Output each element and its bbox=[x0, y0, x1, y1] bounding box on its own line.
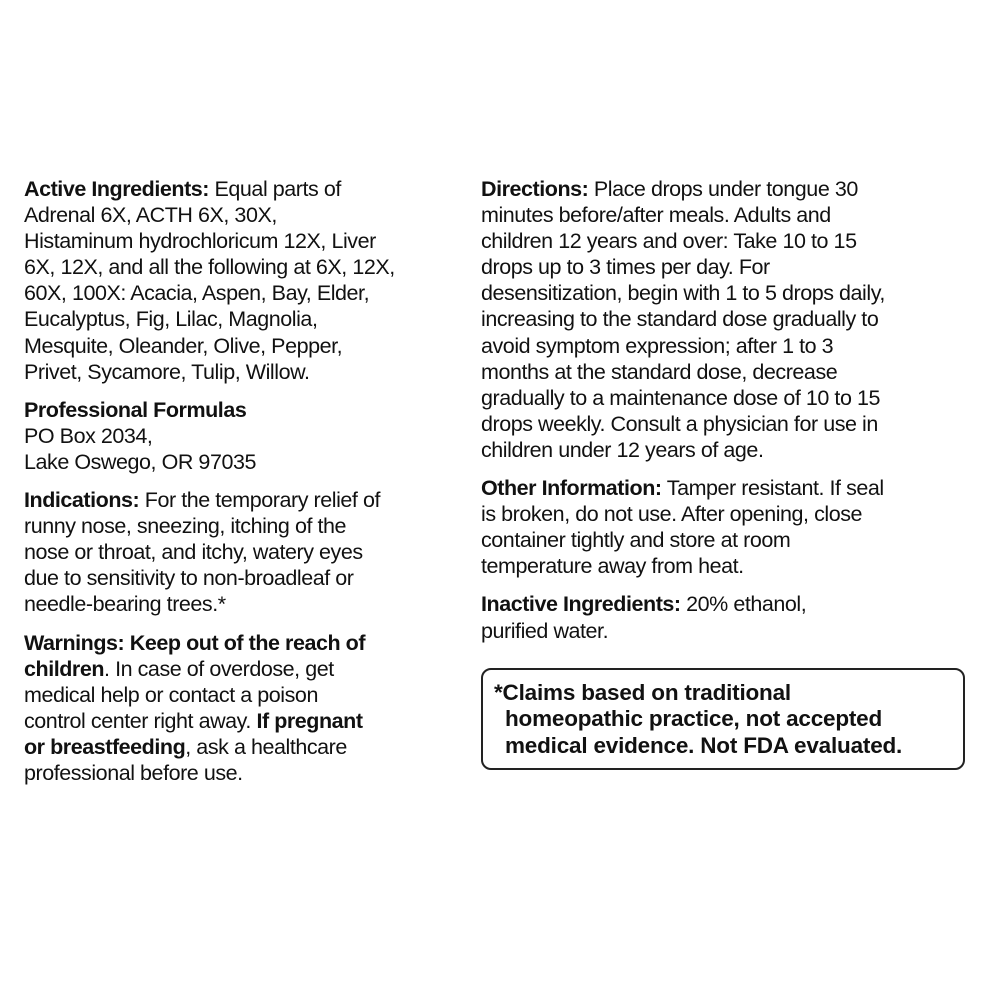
other-information-text: container tightly and store at room bbox=[481, 528, 791, 553]
directions-text: children under 12 years of age. bbox=[481, 437, 764, 462]
warnings-bold-text: children bbox=[24, 656, 105, 681]
other-information-label: Other Information: bbox=[481, 476, 662, 501]
directions-text: minutes before/after meals. Adults and bbox=[481, 203, 831, 228]
inactive-ingredients-text: 20% ethanol, bbox=[686, 592, 807, 617]
indications-section bbox=[24, 487, 454, 617]
company-address-line1: PO Box 2034, bbox=[24, 423, 153, 448]
warnings-bold-text: or breastfeeding bbox=[24, 734, 186, 759]
warnings-text: . In case of overdose, get bbox=[104, 656, 334, 681]
claims-text: *Claims based on traditional bbox=[494, 679, 791, 705]
active-ingredients-label: Active Ingredients: bbox=[24, 177, 209, 201]
active-ingredients-text: Privet, Sycamore, Tulip, Willow. bbox=[24, 359, 310, 384]
active-ingredients-text: Equal parts of bbox=[214, 177, 341, 201]
right-column bbox=[481, 176, 971, 770]
warnings-text: control center right away. bbox=[24, 708, 251, 733]
directions-section bbox=[481, 176, 971, 463]
directions-text: avoid symptom expression; after 1 to 3 bbox=[481, 333, 834, 358]
inactive-ingredients-label: Inactive Ingredients: bbox=[481, 592, 681, 617]
indications-text: needle-bearing trees.* bbox=[24, 592, 226, 617]
other-information-section bbox=[481, 475, 971, 579]
directions-text: increasing to the standard dose gradually to bbox=[481, 307, 879, 332]
warnings-text: , ask a healthcare bbox=[185, 734, 347, 759]
directions-text: Place drops under tongue 30 bbox=[593, 177, 858, 201]
active-ingredients-text: 6X, 12X, and all the following at 6X, 12X, bbox=[24, 255, 395, 280]
active-ingredients-section bbox=[24, 176, 454, 385]
other-information-text: Tamper resistant. If seal bbox=[666, 476, 884, 501]
directions-text: drops up to 3 times per day. For bbox=[481, 255, 770, 280]
company-address-line2: Lake Oswego, OR 97035 bbox=[24, 449, 256, 474]
other-information-text: is broken, do not use. After opening, close bbox=[481, 502, 863, 527]
claims-disclaimer-box bbox=[481, 668, 965, 771]
directions-text: desensitization, begin with 1 to 5 drops daily, bbox=[481, 281, 885, 306]
directions-text: drops weekly. Consult a physician for use in bbox=[481, 411, 878, 436]
left-column bbox=[24, 176, 454, 798]
warnings-text: professional before use. bbox=[24, 760, 243, 785]
directions-text: children 12 years and over: Take 10 to 15 bbox=[481, 229, 857, 254]
active-ingredients-text: Eucalyptus, Fig, Lilac, Magnolia, bbox=[24, 307, 318, 332]
directions-text: gradually to a maintenance dose of 10 to 15 bbox=[481, 385, 880, 410]
active-ingredients-text: Adrenal 6X, ACTH 6X, 30X, bbox=[24, 203, 277, 228]
warnings-text: medical help or contact a poison bbox=[24, 682, 318, 707]
directions-text: months at the standard dose, decrease bbox=[481, 359, 838, 384]
indications-text: due to sensitivity to non-broadleaf or bbox=[24, 566, 354, 591]
warnings-label: Warnings: bbox=[24, 630, 125, 655]
claims-text: homeopathic practice, not accepted bbox=[505, 706, 883, 732]
indications-label: Indications: bbox=[24, 488, 140, 513]
claims-text: medical evidence. Not FDA evaluated. bbox=[505, 732, 903, 758]
active-ingredients-text: 60X, 100X: Acacia, Aspen, Bay, Elder, bbox=[24, 281, 370, 306]
indications-text: runny nose, sneezing, itching of the bbox=[24, 514, 347, 539]
active-ingredients-text: Histaminum hydrochloricum 12X, Liver bbox=[24, 229, 376, 254]
warnings-bold-text: If pregnant bbox=[256, 708, 363, 733]
directions-label: Directions: bbox=[481, 177, 589, 201]
indications-text: nose or throat, and itchy, watery eyes bbox=[24, 540, 363, 565]
other-information-text: temperature away from heat. bbox=[481, 554, 744, 579]
indications-text: For the temporary relief of bbox=[144, 488, 380, 513]
company-section bbox=[24, 397, 454, 475]
warnings-section bbox=[24, 630, 454, 787]
warnings-bold-text: Keep out of the reach of bbox=[129, 630, 366, 655]
active-ingredients-text: Mesquite, Oleander, Olive, Pepper, bbox=[24, 333, 343, 358]
inactive-ingredients-text: purified water. bbox=[481, 618, 609, 643]
inactive-ingredients-section bbox=[481, 591, 971, 643]
company-name: Professional Formulas bbox=[24, 397, 247, 422]
